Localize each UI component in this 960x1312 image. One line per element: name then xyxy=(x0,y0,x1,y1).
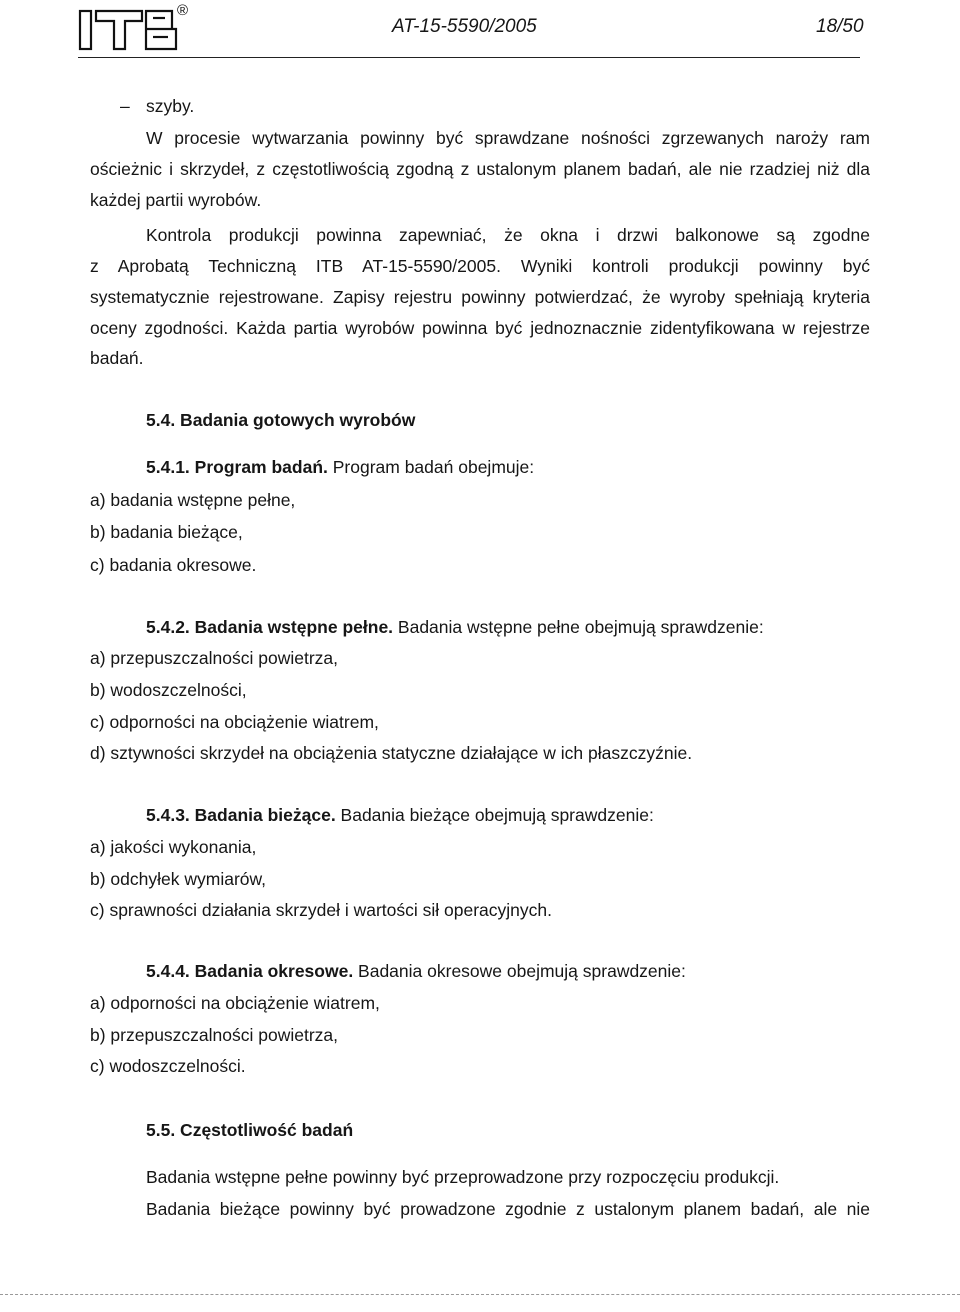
paragraph-5-5-line-2: Badania bieżące powinny być prowadzone zgodnie z ustalonym planem badań, ale nie xyxy=(146,1199,870,1219)
heading-5-4-1-line xyxy=(146,457,534,478)
heading-5-4-1: 5.4.1. Program badań. xyxy=(146,457,328,477)
heading-5-4-2-text: Badania wstępne pełne obejmują sprawdzenie: xyxy=(393,617,764,637)
heading-5-4: 5.4. Badania gotowych wyrobów xyxy=(146,410,416,430)
paragraph-2-line-5: badań. xyxy=(90,348,144,368)
paragraph-2-line-2: z Aprobatą Techniczną ITB AT-15-5590/2005. Wyniki kontroli produkcji powinny być xyxy=(90,256,870,276)
list-542-b: b) wodoszczelności, xyxy=(90,680,247,700)
list-544-b: b) przepuszczalności powietrza, xyxy=(90,1025,339,1045)
heading-5-5: 5.5. Częstotliwość badań xyxy=(146,1120,354,1140)
heading-5-4-4: 5.4.4. Badania okresowe. xyxy=(146,961,354,981)
registered-mark: ® xyxy=(177,2,188,19)
list-543-a: a) jakości wykonania, xyxy=(90,837,257,857)
list-544-c: c) wodoszczelności. xyxy=(90,1056,246,1076)
heading-5-4-4-text: Badania okresowe obejmują sprawdzenie: xyxy=(353,961,686,981)
list-dash: – xyxy=(120,96,130,116)
list-541-c: c) badania okresowe. xyxy=(90,555,257,575)
paragraph-2-line-4: oceny zgodności. Każda partia wyrobów powinna być jednoznacznie zidentyfikowana w rejestrze xyxy=(90,318,870,338)
heading-5-4-3-line xyxy=(146,805,654,826)
page-number: 18/50 xyxy=(816,16,864,37)
heading-5-4-2-line xyxy=(146,617,764,638)
heading-5-4-2: 5.4.2. Badania wstępne pełne. xyxy=(146,617,394,637)
list-542-a: a) przepuszczalności powietrza, xyxy=(90,648,339,668)
heading-5-4-4-line xyxy=(146,961,686,982)
list-542-d: d) sztywności skrzydeł na obciążenia statyczne działające w ich płaszczyźnie. xyxy=(90,743,693,763)
list-543-b: b) odchyłek wymiarów, xyxy=(90,869,267,889)
document-number: AT-15-5590/2005 xyxy=(392,16,537,37)
list-541-a: a) badania wstępne pełne, xyxy=(90,490,296,510)
list-541-b: b) badania bieżące, xyxy=(90,522,243,542)
list-543-c: c) sprawności działania skrzydeł i wartości sił operacyjnych. xyxy=(90,900,552,920)
heading-5-4-3: 5.4.3. Badania bieżące. xyxy=(146,805,336,825)
list-542-c: c) odporności na obciążenie wiatrem, xyxy=(90,712,379,732)
footer-rule xyxy=(0,1294,960,1295)
paragraph-1-line-2: ościeżnic i skrzydeł, z częstotliwością zgodną z ustalonym planem badań, ale nie rzadziej niż dla xyxy=(90,159,870,179)
item-szyby: szyby. xyxy=(146,96,195,116)
header-rule xyxy=(78,57,860,58)
paragraph-2-line-3: systematycznie rejestrowane. Zapisy rejestru powinny potwierdzać, że wyroby spełniają kryteria xyxy=(90,287,870,307)
paragraph-5-5-line-1: Badania wstępne pełne powinny być przeprowadzone przy rozpoczęciu produkcji. xyxy=(146,1167,780,1187)
heading-5-4-1-text: Program badań obejmuje: xyxy=(327,457,535,477)
paragraph-2-line-1: Kontrola produkcji powinna zapewniać, że okna i drzwi balkonowe są zgodne xyxy=(146,225,870,245)
paragraph-1-line-3: każdej partii wyrobów. xyxy=(90,190,262,210)
paragraph-1-line-1: W procesie wytwarzania powinny być sprawdzane nośności zgrzewanych naroży ram xyxy=(146,128,870,148)
itb-logo xyxy=(78,2,188,52)
list-544-a: a) odporności na obciążenie wiatrem, xyxy=(90,993,380,1013)
heading-5-4-3-text: Badania bieżące obejmują sprawdzenie: xyxy=(335,805,654,825)
